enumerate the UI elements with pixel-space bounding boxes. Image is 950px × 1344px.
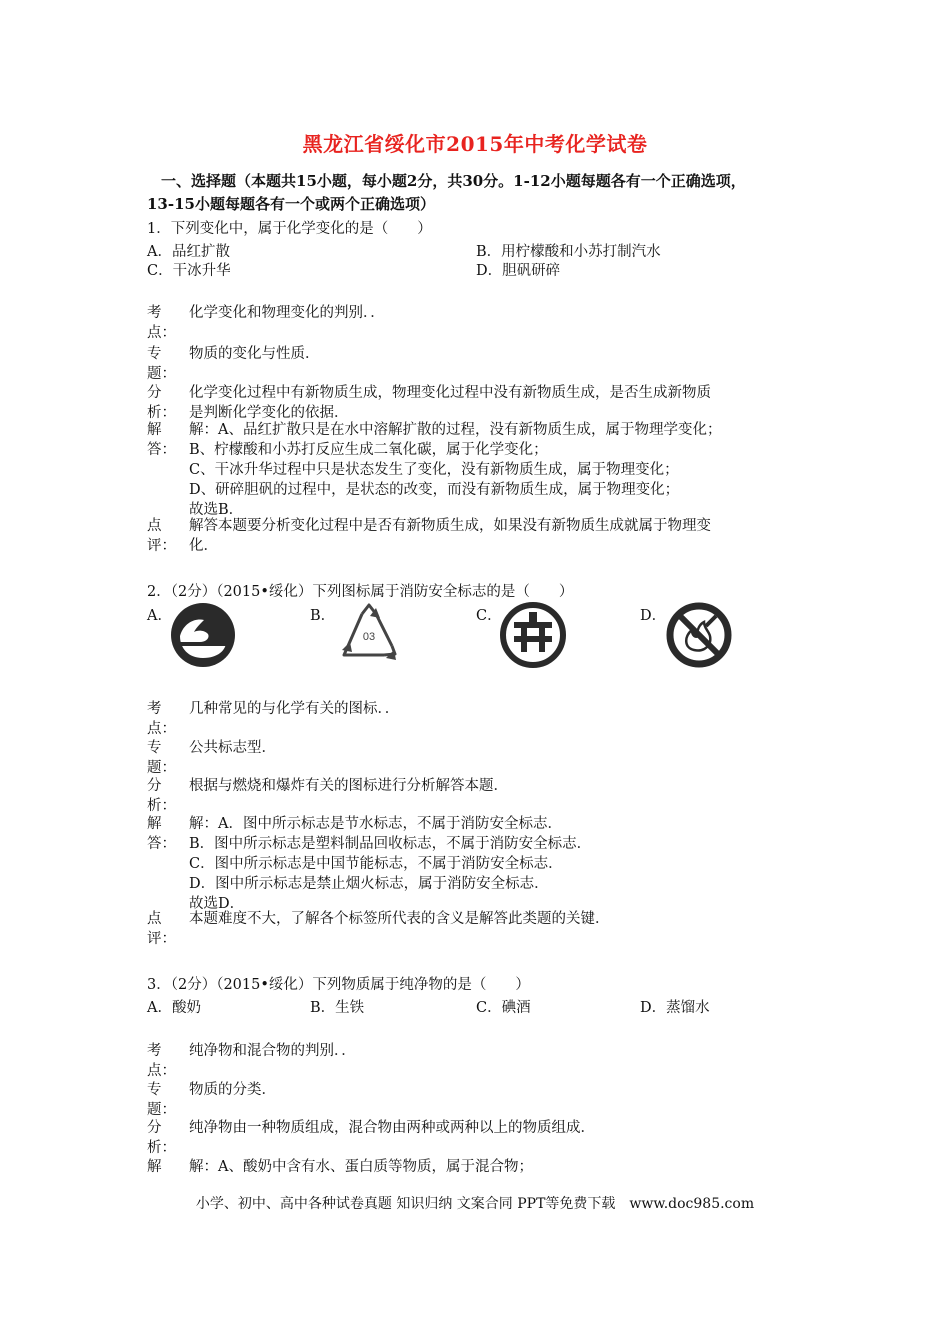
q3-option-b: B．生铁 [310,1000,365,1016]
q3-jieda: 解：A、酸奶中含有水、蛋白质等物质，属于混合物； [189,1159,533,1175]
q1-option-c: C．干冰升华 [147,263,231,279]
zhuanti-label: 专 题： [147,346,176,382]
q1-option-b: B．用柠檬酸和小苏打制汽水 [476,244,661,260]
question-2-stem: 2．（2分）（2015•绥化）下列图标属于消防安全标志的是（ ） [147,584,574,600]
recycle-code: 03 [362,631,376,643]
zhuanti-label: 专 题： [147,1082,176,1118]
q2-option-d-letter: D． [640,608,667,624]
q1-kaodian: 化学变化和物理变化的判别．． [189,305,385,321]
question-1-stem: 1．下列变化中，属于化学变化的是（ ） [147,221,432,237]
section-heading-line: 一、选择题（本题共15小题，每小题2分，共30分。1-12小题每题各有一个正确选项， [161,172,746,190]
jieda-label: 解 答： [147,816,176,852]
q1-option-a: A．品红扩散 [147,244,230,260]
section-heading-line: 13-15小题每题各有一个或两个正确选项） [147,195,435,213]
fenxi-label: 分 析： [147,1120,176,1156]
question-3-stem: 3．（2分）（2015•绥化）下列物质属于纯净物的是（ ） [147,977,530,993]
q3-kaodian: 纯净物和混合物的判别．． [189,1043,356,1059]
q2-fenxi: 根据与燃烧和爆炸有关的图标进行分析解答本题． [189,778,508,794]
q2-option-a-letter: A． [147,608,172,624]
kaodian-label: 考 点： [147,305,176,341]
fenxi-label: 分 析： [147,778,176,814]
q3-option-a: A．酸奶 [147,1000,201,1016]
q3-fenxi: 纯净物由一种物质组成，混合物由两种或两种以上的物质组成． [189,1120,595,1136]
jieda-label: 解 [147,1159,162,1175]
zhuanti-label: 专 题： [147,740,176,776]
kaodian-label: 考 点： [147,701,176,737]
energy-saving-icon [500,602,566,668]
q2-option-c-letter: C． [476,608,502,624]
dianping-label: 点 评： [147,518,176,554]
q2-dianping: 本题难度不大，了解各个标签所代表的含义是解答此类题的关键． [189,911,610,927]
q2-jieda: 解：A．图中所示标志是节水标志，不属于消防安全标志． B．图中所示标志是塑料制品回收标志，不属于消防安全标志． C．图中所示标志是中国节能标志，不属于消防安全标志． D．图中所示标志是禁止烟火标志，属于消防安全标志． 故选D． [189,816,592,912]
q2-kaodian: 几种常见的与化学有关的图标．． [189,701,400,717]
fenxi-label: 分 析： [147,385,176,421]
jieda-label: 解 答： [147,422,176,458]
page-footer: 小学、初中、高中各种试卷真题 知识归纳 文案合同 PPT等免费下载 www.doc985.com [195,1196,755,1212]
q3-option-d: D．蒸馏水 [640,1000,710,1016]
q3-option-c: C．碘酒 [476,1000,531,1016]
q2-zhuanti: 公共标志型． [189,740,276,756]
recycle-icon [336,600,402,666]
page-title: 黑龙江省绥化市2015年中考化学试卷 [302,132,648,156]
water-saving-icon [170,602,236,668]
kaodian-label: 考 点： [147,1043,176,1079]
q3-zhuanti: 物质的分类． [189,1082,276,1098]
no-fire-icon [666,602,732,668]
q1-zhuanti: 物质的变化与性质． [189,346,320,362]
q1-option-d: D．胆矾研碎 [476,263,561,279]
q2-option-b-letter: B． [310,608,336,624]
q1-jieda: 解：A、品红扩散只是在水中溶解扩散的过程，没有新物质生成，属于物理学变化； B、柠檬酸和小苏打反应生成二氧化碳，属于化学变化； C、干冰升华过程中只是状态发生了变化，没有新物质生成，属于物理变化； D、研碎胆矾的过程中，是状态的改变，而没有新物质生成，属于物理变化； 故选B． [189,422,722,518]
q1-fenxi: 化学变化过程中有新物质生成，物理变化过程中没有新物质生成，是否生成新物质 是判断化学变化的依据． [189,385,711,421]
dianping-label: 点 评： [147,911,176,947]
q1-dianping: 解答本题要分析变化过程中是否有新物质生成，如果没有新物质生成就属于物理变 化． [189,518,711,554]
section-heading [147,170,837,216]
